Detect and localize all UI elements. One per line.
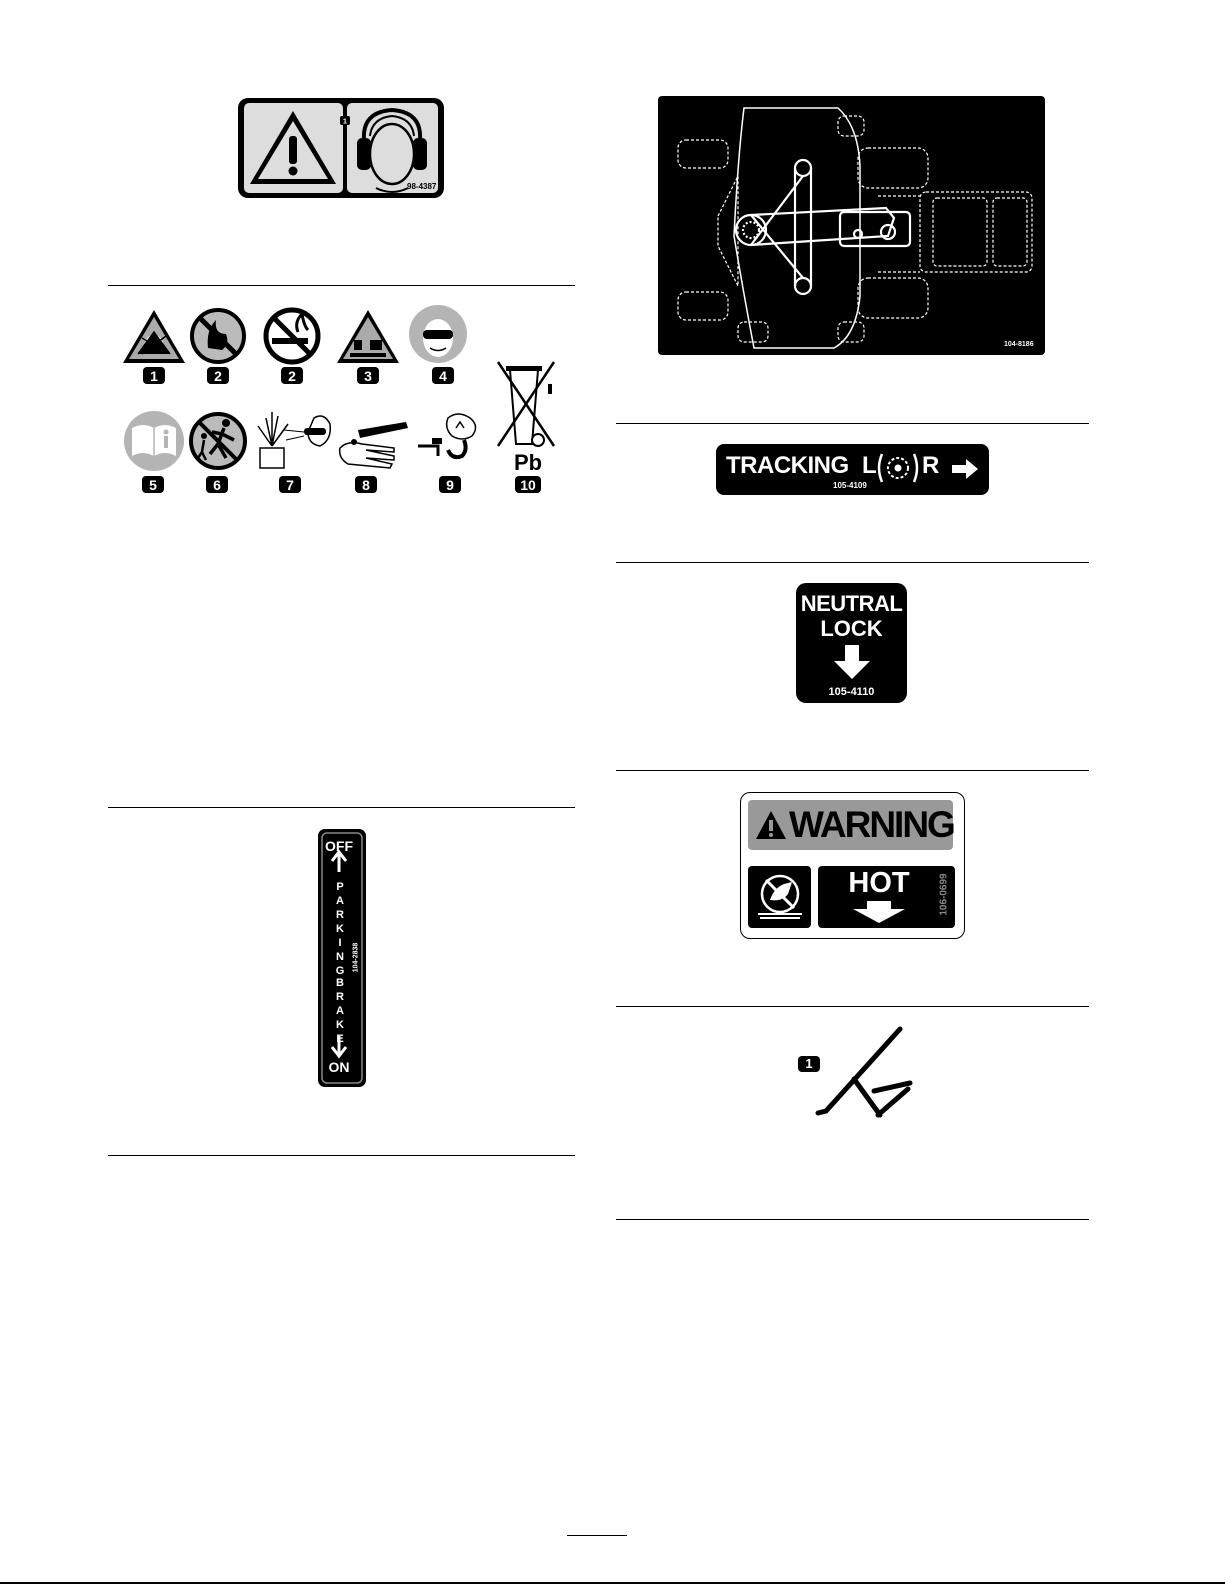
warning-hot-code: 106-0699 xyxy=(938,873,950,916)
page-number-marker xyxy=(567,1535,627,1536)
lead-symbol: Pb xyxy=(513,450,543,475)
callout-3: 3 xyxy=(364,368,372,384)
svg-text:1: 1 xyxy=(343,118,347,126)
parking-brake-code: 104-2838 xyxy=(352,942,360,973)
tracking-left: L xyxy=(862,452,877,479)
neutral-lock-code: 105-4110 xyxy=(828,686,875,698)
parking-brake-decal xyxy=(317,828,367,1088)
adjustment-knob-icon xyxy=(876,448,920,488)
divider xyxy=(616,1219,1089,1220)
acid-burn-icon xyxy=(340,422,408,468)
divider xyxy=(616,770,1089,771)
pedal-callout: 1 xyxy=(798,1056,820,1072)
neutral-lock-line2: LOCK xyxy=(820,616,883,641)
warning-hot-decal xyxy=(740,792,965,939)
belt-routing-diagram xyxy=(658,96,1045,355)
battery-symbols-decal xyxy=(118,300,568,500)
callout-4: 4 xyxy=(439,368,447,384)
tracking-label: TRACKING xyxy=(726,452,849,479)
arrow-down-icon xyxy=(832,645,872,681)
parking-brake-off: OFF xyxy=(325,838,353,854)
hot-surface-icon-box xyxy=(748,866,811,928)
no-smoking-icon xyxy=(266,310,318,362)
read-manual-icon xyxy=(124,411,184,471)
neutral-lock-decal xyxy=(796,583,907,703)
callout-1: 1 xyxy=(150,368,158,384)
do-not-dispose-bin-icon xyxy=(498,362,554,446)
hearing-decal-code: 98-4387 xyxy=(407,182,437,191)
battery-symbols-graphic xyxy=(118,300,568,500)
callout-10: 10 xyxy=(520,477,536,493)
neutral-lock-line1: NEUTRAL xyxy=(800,591,903,616)
divider xyxy=(616,423,1089,424)
arrow-down-icon xyxy=(849,901,909,923)
pedal-decal xyxy=(790,1025,920,1120)
parking-brake-word-brake: BRAKE xyxy=(336,977,344,1045)
hearing-decal xyxy=(236,96,446,200)
arrow-right-icon xyxy=(950,457,980,481)
corrosive-hazard-icon xyxy=(337,310,399,363)
traction-pedal-icon xyxy=(790,1025,920,1120)
divider xyxy=(108,285,575,286)
warning-triangle-icon xyxy=(755,809,787,841)
parking-brake-word-parking: PARKING xyxy=(335,881,345,977)
callout-9: 9 xyxy=(446,477,454,493)
keep-bystanders-away-icon xyxy=(191,414,245,468)
no-touch-hot-surface-icon xyxy=(748,866,811,928)
no-fire-icon xyxy=(192,310,244,362)
tracking-code: 105-4109 xyxy=(833,481,867,490)
divider xyxy=(616,1006,1089,1007)
flush-eyes-icon xyxy=(418,414,476,457)
eye-protection-icon xyxy=(409,305,467,363)
callout-5: 5 xyxy=(149,477,157,493)
battery-explosion-icon xyxy=(258,412,330,468)
belt-routing-code: 104-8186 xyxy=(1004,341,1034,348)
callout-2b: 2 xyxy=(288,368,296,384)
belt-routing-decal xyxy=(658,96,1045,355)
divider xyxy=(616,562,1089,563)
tracking-decal xyxy=(716,444,989,495)
divider xyxy=(108,1155,575,1156)
callout-6: 6 xyxy=(213,477,221,493)
hot-label: HOT xyxy=(848,867,910,899)
callout-2a: 2 xyxy=(214,368,222,384)
tracking-right: R xyxy=(922,452,940,479)
callout-8: 8 xyxy=(362,477,370,493)
warning-label: WARNING xyxy=(789,804,954,845)
callout-7: 7 xyxy=(286,477,294,493)
page-bottom-rule xyxy=(0,1582,1225,1584)
explosion-hazard-icon xyxy=(123,310,185,363)
divider xyxy=(108,807,575,808)
parking-brake-on: ON xyxy=(328,1059,350,1075)
